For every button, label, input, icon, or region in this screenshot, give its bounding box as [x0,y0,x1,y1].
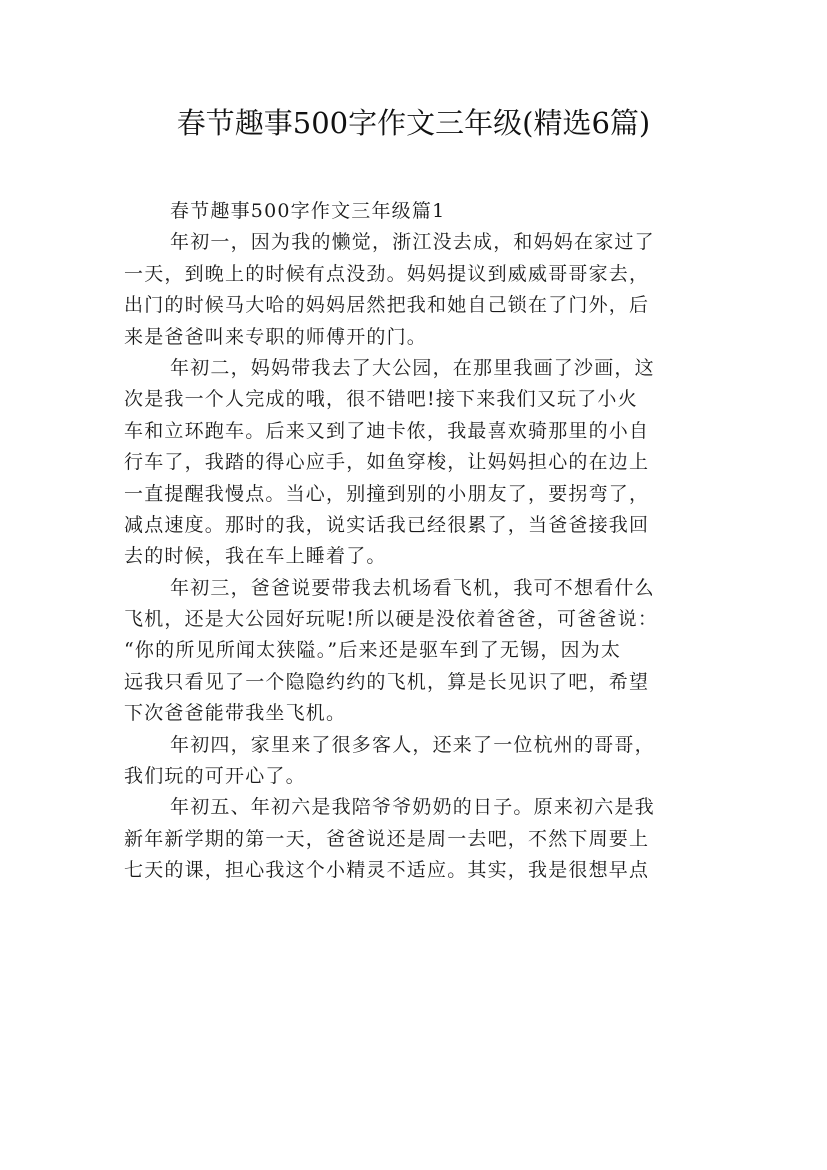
text-line: 年初二，妈妈带我去了大公园，在那里我画了沙画，这 [170,356,655,379]
text-line: 次是我一个人完成的哦，很不错吧!接下来我们又玩了小火 [124,388,638,411]
text-line: 新年新学期的第一天，爸爸说还是周一去吧，不然下周要上 [124,827,650,850]
text-line: 行车了，我踏的得心应手，如鱼穿梭，让妈妈担心的在边上 [124,451,650,474]
text-line: 年初五、年初六是我陪爷爷奶奶的日子。原来初六是我 [170,796,655,819]
text-line: 车和立环跑车。后来又到了迪卡侬，我最喜欢骑那里的小自 [124,419,650,442]
text-line: 下次爸爸能带我坐飞机。 [124,702,347,725]
text-line: 春节趣事500字作文三年级篇1 [170,200,446,222]
text-line: 年初三，爸爸说要带我去机场看飞机，我可不想看什么 [170,576,655,599]
text-line: 飞机，还是大公园好玩呢!所以硬是没依着爸爸，可爸爸说： [124,608,659,631]
text-line: 出门的时候马大哈的妈妈居然把我和她自己锁在了门外，后 [124,294,650,317]
text-line: 七天的课，担心我这个小精灵不适应。其实，我是很想早点 [124,859,650,882]
text-line: 我们玩的可开心了。 [124,765,306,788]
document-title: 春节趣事500字作文三年级(精选6篇) [176,106,651,140]
text-line: 来是爸爸叫来专职的师傅开的门。 [124,325,428,348]
text-line: 一直提醒我慢点。当心，别撞到别的小朋友了，要拐弯了， [124,482,650,505]
text-line: 一天，到晚上的时候有点没劲。妈妈提议到威威哥哥家去， [124,262,650,285]
document-body [124,196,724,887]
text-line: 去的时候，我在车上睡着了。 [124,545,387,568]
text-line: 减点速度。那时的我，说实话我已经很累了，当爸爸接我回 [124,513,650,536]
text-line: 远我只看见了一个隐隐约约的飞机，算是长见识了吧，希望 [124,670,650,693]
text-line: 年初一，因为我的懒觉，浙江没去成，和妈妈在家过了 [170,231,655,254]
text-line: “你的所见所闻太狭隘。”后来还是驱车到了无锡，因为太 [124,639,622,662]
text-line: 年初四，家里来了很多客人，还来了一位杭州的哥哥， [170,733,655,756]
